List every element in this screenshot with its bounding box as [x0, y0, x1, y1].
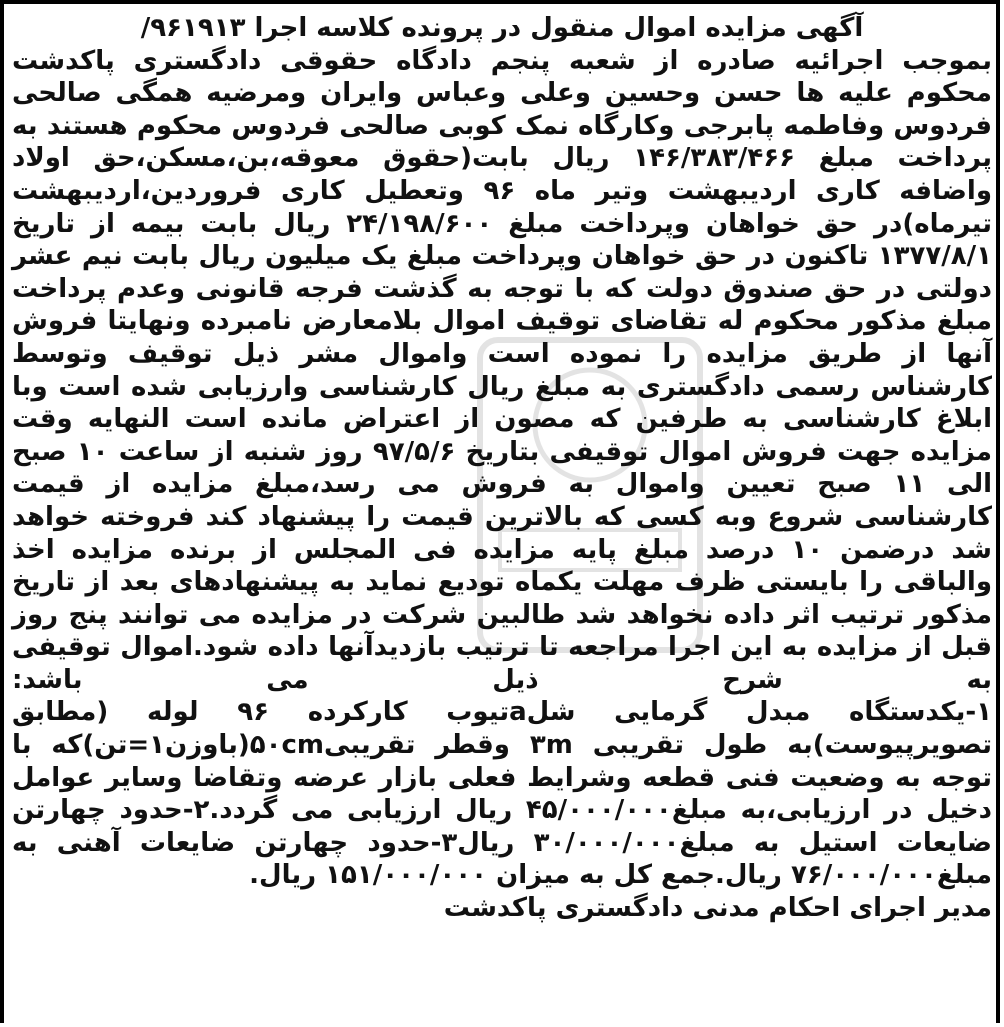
notice-signature: مدیر اجرای احکام مدنی دادگستری پاکدشت: [443, 893, 992, 924]
notice-title: آگهی مزایده اموال منقول در پرونده کلاسه اجرا ۹۶۱۹۱۳/: [140, 13, 864, 43]
auction-notice: [12, 12, 992, 925]
notice-body-paragraph: بموجب اجرائیه صادره از شعبه پنجم دادگاه حقوقی دادگستری پاکدشت محکوم علیه ها حسن وحسین وعلی وعباس وایران ومرضیه همگی صالحی فردوس وفاطمه پابرجی وکارگاه نمک کوبی صالحی فردوس محکوم هستند به پرداخت مبلغ ۱۴۶/۳۸۳/۴۶۶ ریال بابت(حقوق معوقه،بن،مسکن،حق اولاد واضافه کاری اردیبهشت وتیر ماه ۹۶ وتعطیل کاری فروردین،اردیبهشت تیرماه)در حق خواهان وپرداخت مبلغ ۲۴/۱۹۸/۶۰۰ ریال بابت بیمه از تاریخ ۱۳۷۷/۸/۱ تاکنون در حق خواهان وپرداخت مبلغ یک میلیون ریال بابت نیم عشر دولتی در حق صندوق دولت که با توجه به گذشت فرجه قانونی وعدم پرداخت مبلغ مذکور محکوم له تقاضای توقیف اموال بلامعارض نامبرده ونهایتا فروش آنها از طریق مزایده را نموده است واموال مشر ذیل توقیف وتوسط کارشناس رسمی دادگستری به مبلغ ریال کارشناسی وارزیابی شده است وبا ابلاغ کارشناسی به طرفین که مصون از اعتراض مانده است النهایه وقت مزایده جهت فروش اموال توقیفی بتاریخ ۹۷/۵/۶ روز شنبه از ساعت ۱۰ صبح الی ۱۱ صبح تعیین واموال به فروش می رسد،مبلغ مزایده از قیمت کارشناسی شروع وبه کسی که بالاترین قیمت را پیشنهاد کند فروخته خواهد شد درضمن ۱۰ درصد مبلغ پایه مزایده فی المجلس از برنده مزایده اخذ والباقی را بایستی ظرف مهلت یکماه تودیع نماید به پیشنهادهای بعد از تاریخ مذکور ترتیب اثر داده نخواهد شد طالبین شرکت در مزایده می توانند پنج روز قبل از مزایده به این اجرا مراجعه تا ترتیب بازدیدآنها داده شود.اموال توقیفی به شرح ذیل می باشد:: [12, 45, 992, 695]
seized-items-paragraph: ۱-یکدستگاه مبدل گرمایی شلaتیوب کارکرده ۹۶ لوله (مطابق تصویرپیوست)به طول تقریبی ۳m وقطر تقریبی۵۰cm(باوزن۱=تن)که با توجه به وضعیت فنی قطعه وشرایط فعلی بازار عرضه وتقاضا وسایر عوامل دخیل در ارزیابی،به مبلغ۴۵/۰۰۰/۰۰۰ ریال ارزیابی می گردد.۲-حدود چهارتن ضایعات استیل به مبلغ۳۰/۰۰۰/۰۰۰ ریال۳-حدود چهارتن ضایعات آهنی به مبلغ۷۶/۰۰۰/۰۰۰ ریال.جمع کل به میزان ۱۵۱/۰۰۰/۰۰۰ ریال.: [12, 697, 993, 891]
